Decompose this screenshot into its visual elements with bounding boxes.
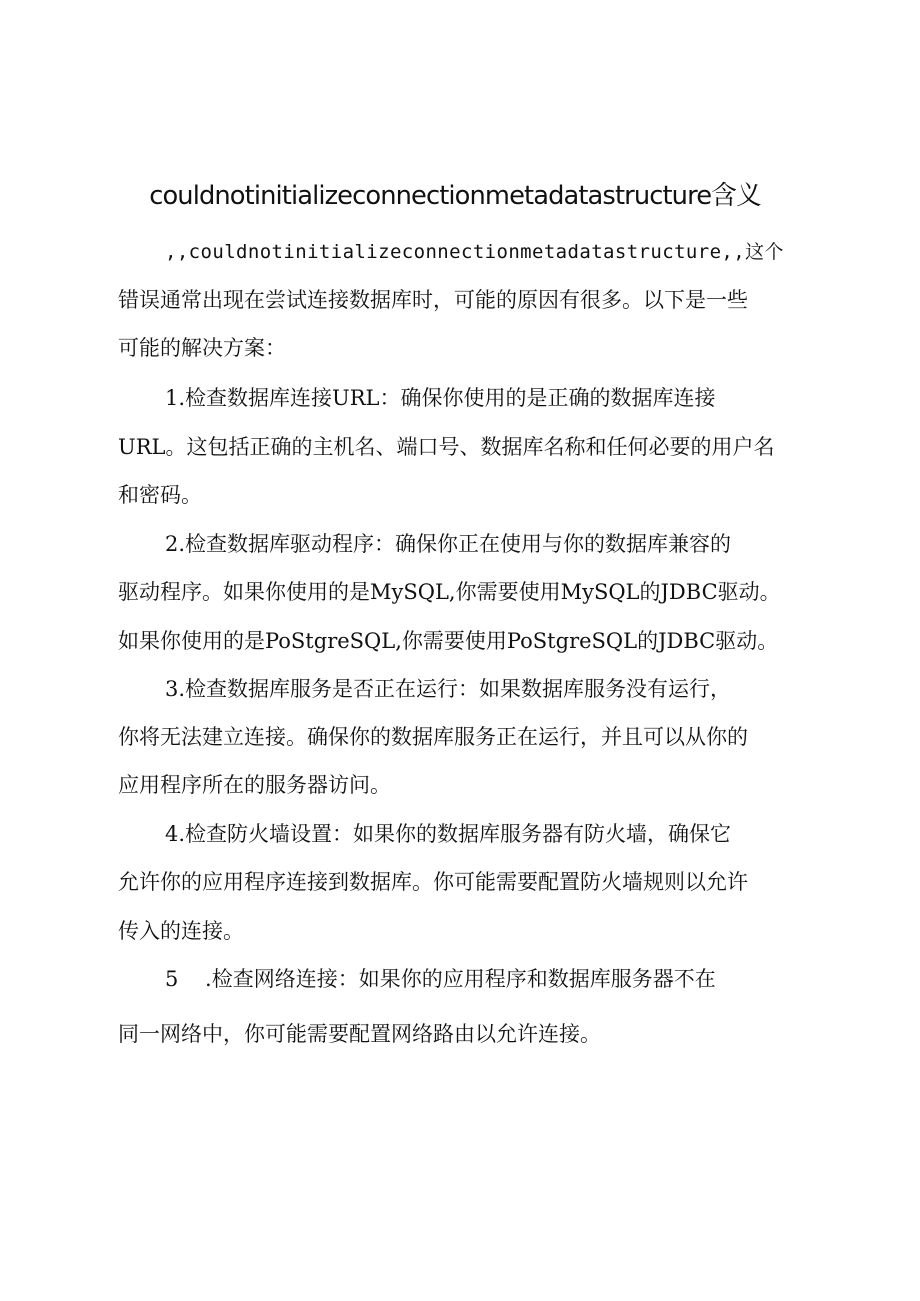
list-item-2-line-3: 如果你使用的是PoStgreSQL,你需要使用PoStgreSQL的JDBC驱动。: [118, 629, 779, 653]
list-item-3-line-2: 你将无法建立连接。确保你的数据库服务正在运行，并且可以从你的: [118, 725, 748, 749]
list-item-1-line-2: URL。这包括正确的主机名、端口号、数据库名称和任何必要的用户名: [118, 435, 775, 459]
list-item-2-line-1: 2.检查数据库驱动程序：确保你正在使用与你的数据库兼容的: [165, 532, 732, 556]
list-item-4-line-3: 传入的连接。: [118, 919, 244, 943]
list-item-5-line-1: 5 .检查网络连接：如果你的应用程序和数据库服务器不在: [165, 967, 716, 991]
intro-line-1: ,,couldnotinitializeconnectionmetadatastructure,,这个: [165, 241, 784, 263]
list-item-4-line-1: 4.检查防火墙设置：如果你的数据库服务器有防火墙，确保它: [165, 822, 732, 846]
list-item-5-line-2: 同一网络中，你可能需要配置网络路由以允许连接。: [118, 1022, 601, 1046]
list-item-2-line-2: 驱动程序。如果你使用的是MySQL,你需要使用MySQL的JDBC驱动。: [118, 580, 781, 604]
intro-line-3: 可能的解决方案：: [118, 336, 286, 360]
list-item-3-line-1: 3.检查数据库服务是否正在运行：如果数据库服务没有运行，: [165, 677, 732, 701]
list-item-1-line-1: 1.检查数据库连接URL：确保你使用的是正确的数据库连接: [165, 386, 716, 410]
document-title: couldnotinitializeconnectionmetadatastructure含义: [149, 181, 761, 211]
list-item-4-line-2: 允许你的应用程序连接到数据库。你可能需要配置防火墙规则以允许: [118, 870, 748, 894]
intro-line-2: 错误通常出现在尝试连接数据库时，可能的原因有很多。以下是一些: [118, 288, 748, 312]
list-item-1-line-3: 和密码。: [118, 483, 202, 507]
list-item-3-line-3: 应用程序所在的服务器访问。: [118, 773, 391, 797]
